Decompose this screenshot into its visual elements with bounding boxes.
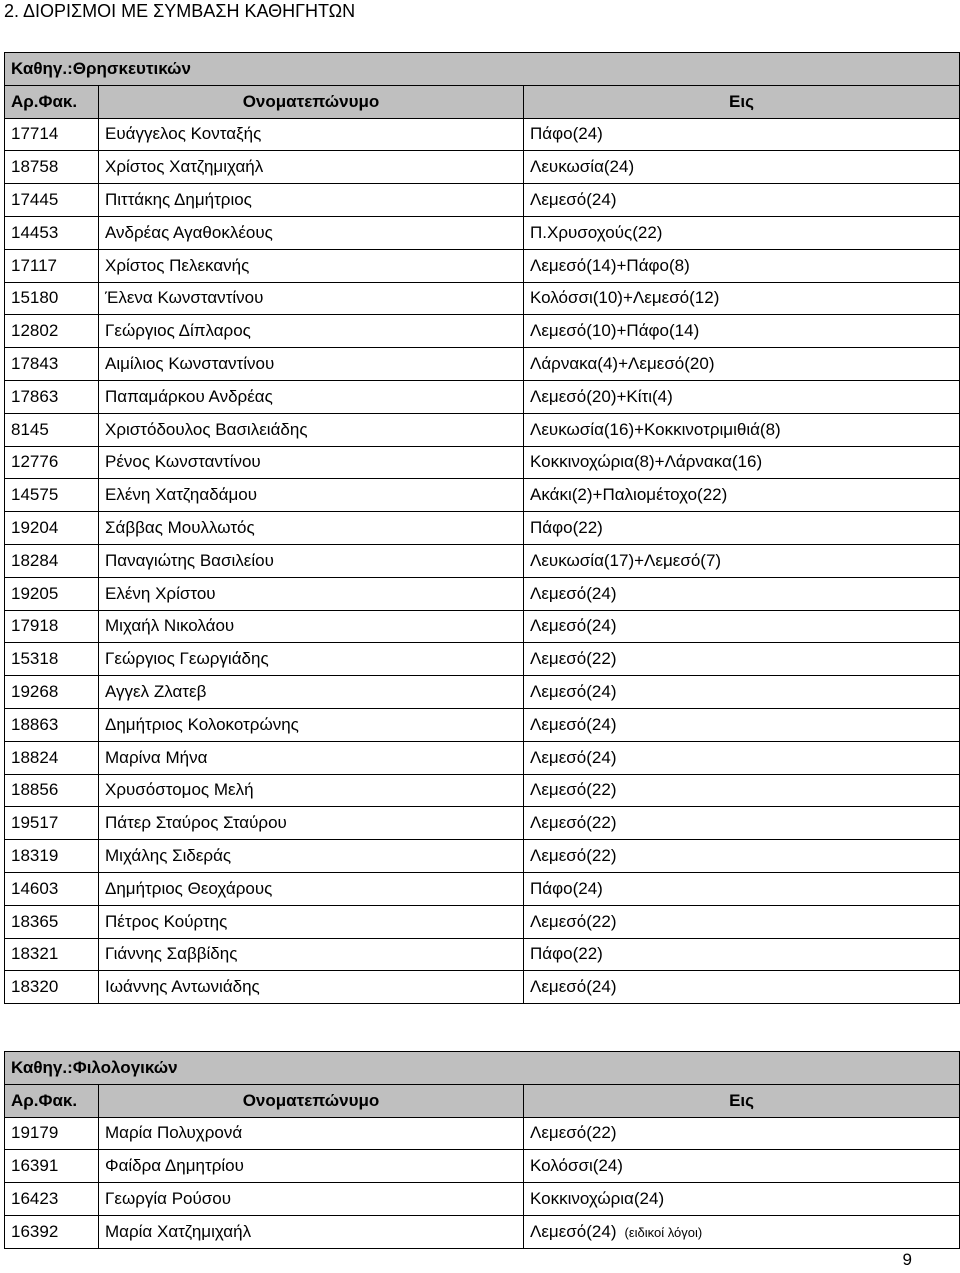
table-row [5, 479, 960, 512]
district-cell [524, 118, 960, 151]
district-text: Κολόσσι(10)+Λεμεσό(12) [530, 288, 720, 308]
name-cell: Πιττάκης Δημήτριος [99, 184, 524, 217]
district-cell [524, 380, 960, 413]
file-number-cell: 18321 [5, 938, 99, 971]
file-number-cell: 15318 [5, 643, 99, 676]
district-cell [524, 216, 960, 249]
district-cell [524, 446, 960, 479]
file-number-cell: 17863 [5, 380, 99, 413]
district-text: Κοκκινοχώρια(8)+Λάρνακα(16) [530, 452, 763, 472]
district-text: Λεμεσό(10)+Πάφο(14) [530, 321, 700, 341]
table-row [5, 905, 960, 938]
table-row [5, 872, 960, 905]
name-cell: Γεωργία Ρούσου [99, 1183, 524, 1216]
row-note: (ειδικοί λόγοι) [624, 1224, 703, 1240]
category-row [5, 1052, 960, 1085]
district-cell [524, 249, 960, 282]
column-header-district: Εις [524, 1084, 960, 1117]
file-number-cell: 17714 [5, 118, 99, 151]
district-cell [524, 544, 960, 577]
district-cell [524, 741, 960, 774]
name-cell: Παναγιώτης Βασιλείου [99, 544, 524, 577]
district-text: Πάφο(24) [530, 124, 603, 144]
section-religion [4, 52, 959, 1004]
name-cell: Ανδρέας Αγαθοκλέους [99, 216, 524, 249]
district-cell [524, 413, 960, 446]
name-cell: Πάτερ Σταύρος Σταύρου [99, 807, 524, 840]
name-cell: Αιμίλιος Κωνσταντίνου [99, 348, 524, 381]
name-cell: Φαίδρα Δημητρίου [99, 1150, 524, 1183]
section-philology [4, 1051, 959, 1249]
district-text: Λευκωσία(24) [530, 157, 635, 177]
file-number-cell: 18320 [5, 971, 99, 1004]
category-label: Καθηγ.:Φιλολογικών [5, 1052, 960, 1085]
district-text: Λεμεσό(22) [530, 780, 617, 800]
name-cell: Ρένος Κωνσταντίνου [99, 446, 524, 479]
name-cell: Γεώργιος Γεωργιάδης [99, 643, 524, 676]
district-cell [524, 348, 960, 381]
page-heading: 2. ΔΙΟΡΙΣΜΟΙ ΜΕ ΣΥΜΒΑΣΗ ΚΑΘΗΓΗΤΩΝ [4, 1, 356, 21]
district-text: Λεμεσό(24) [530, 190, 617, 210]
name-cell: Πέτρος Κούρτης [99, 905, 524, 938]
table-row [5, 544, 960, 577]
name-cell: Γιάννης Σαββίδης [99, 938, 524, 971]
district-text: Λευκωσία(17)+Λεμεσό(7) [530, 550, 722, 570]
table-row [5, 577, 960, 610]
district-cell [524, 938, 960, 971]
file-number-cell: 12802 [5, 315, 99, 348]
table-row [5, 413, 960, 446]
file-number-cell: 16391 [5, 1150, 99, 1183]
district-text: Λάρνακα(4)+Λεμεσό(20) [530, 354, 715, 374]
file-number-cell: 17843 [5, 348, 99, 381]
district-text: Λεμεσό(24) [530, 977, 617, 997]
table-row [5, 1150, 960, 1183]
name-cell: Έλενα Κωνσταντίνου [99, 282, 524, 315]
name-cell: Χρίστος Πελεκανής [99, 249, 524, 282]
table-row [5, 216, 960, 249]
district-cell [524, 512, 960, 545]
district-text: Λεμεσό(24) [530, 682, 617, 702]
table-row [5, 184, 960, 217]
column-header-name: Ονοματεπώνυμο [99, 85, 524, 118]
file-number-cell: 19517 [5, 807, 99, 840]
header-row [5, 1084, 960, 1117]
district-text: Λεμεσό(22) [530, 649, 617, 669]
file-number-cell: 14603 [5, 872, 99, 905]
district-cell [524, 1183, 960, 1216]
name-cell: Σάββας Μουλλωτός [99, 512, 524, 545]
table-row [5, 282, 960, 315]
name-cell: Ευάγγελος Κονταξής [99, 118, 524, 151]
column-header-district: Εις [524, 85, 960, 118]
district-text: Λεμεσό(24) [530, 616, 617, 636]
name-cell: Μιχάλης Σιδεράς [99, 840, 524, 873]
district-cell [524, 282, 960, 315]
district-cell [524, 184, 960, 217]
table-row [5, 610, 960, 643]
table-row [5, 807, 960, 840]
district-cell [524, 1150, 960, 1183]
file-number-cell: 18365 [5, 905, 99, 938]
district-text: Λεμεσό(24) [530, 714, 617, 734]
file-number-cell: 8145 [5, 413, 99, 446]
district-cell [524, 774, 960, 807]
table-row [5, 348, 960, 381]
name-cell: Παπαμάρκου Ανδρέας [99, 380, 524, 413]
table-row [5, 118, 960, 151]
district-text: Λεμεσό(24) [530, 583, 617, 603]
name-cell: Χρυσόστομος Μελή [99, 774, 524, 807]
name-cell: Μαρία Χατζημιχαήλ [99, 1215, 524, 1248]
file-number-cell: 14575 [5, 479, 99, 512]
table-row [5, 840, 960, 873]
district-cell [524, 872, 960, 905]
file-number-cell: 19179 [5, 1117, 99, 1150]
table-row [5, 708, 960, 741]
appointments-table [4, 52, 960, 1004]
district-cell [524, 479, 960, 512]
table-row [5, 938, 960, 971]
name-cell: Αγγελ Ζλατεβ [99, 676, 524, 709]
district-cell [524, 151, 960, 184]
name-cell: Ιωάννης Αντωνιάδης [99, 971, 524, 1004]
table-row [5, 1215, 960, 1248]
file-number-cell: 19205 [5, 577, 99, 610]
file-number-cell: 16392 [5, 1215, 99, 1248]
name-cell: Χριστόδουλος Βασιλειάδης [99, 413, 524, 446]
district-cell [524, 905, 960, 938]
district-text: Πάφο(22) [530, 944, 603, 964]
file-number-cell: 18856 [5, 774, 99, 807]
district-cell [524, 708, 960, 741]
district-cell [524, 643, 960, 676]
file-number-cell: 18284 [5, 544, 99, 577]
table-row [5, 151, 960, 184]
district-text: Λεμεσό(22) [530, 813, 617, 833]
district-cell [524, 676, 960, 709]
district-text: Κολόσσι(24) [530, 1156, 623, 1176]
appointments-table [4, 1051, 960, 1249]
district-cell [524, 1117, 960, 1150]
file-number-cell: 18758 [5, 151, 99, 184]
district-text: Πάφο(24) [530, 878, 603, 898]
table-row [5, 1117, 960, 1150]
district-cell [524, 610, 960, 643]
district-cell [524, 840, 960, 873]
table-row [5, 380, 960, 413]
district-cell [524, 971, 960, 1004]
district-text: Λεμεσό(22) [530, 846, 617, 866]
name-cell: Δημήτριος Κολοκοτρώνης [99, 708, 524, 741]
file-number-cell: 18319 [5, 840, 99, 873]
district-text: Π.Χρυσοχούς(22) [530, 222, 663, 242]
category-row [5, 53, 960, 86]
district-text: Λεμεσό(24) [530, 747, 617, 767]
name-cell: Γεώργιος Δίπλαρος [99, 315, 524, 348]
file-number-cell: 19204 [5, 512, 99, 545]
file-number-cell: 12776 [5, 446, 99, 479]
file-number-cell: 17445 [5, 184, 99, 217]
column-header-name: Ονοματεπώνυμο [99, 1084, 524, 1117]
district-text: Λεμεσό(14)+Πάφο(8) [530, 255, 690, 275]
district-cell [524, 577, 960, 610]
name-cell: Χρίστος Χατζημιχαήλ [99, 151, 524, 184]
district-text: Λεμεσό(20)+Κίτι(4) [530, 386, 673, 406]
name-cell: Μαρίνα Μήνα [99, 741, 524, 774]
file-number-cell: 17117 [5, 249, 99, 282]
header-row [5, 85, 960, 118]
table-row [5, 971, 960, 1004]
district-text: Κοκκινοχώρια(24) [530, 1189, 665, 1209]
table-row [5, 774, 960, 807]
file-number-cell: 15180 [5, 282, 99, 315]
district-text: Πάφο(22) [530, 518, 603, 538]
name-cell: Ελένη Χρίστου [99, 577, 524, 610]
table-row [5, 643, 960, 676]
table-row [5, 315, 960, 348]
column-header-id: Αρ.Φακ. [5, 1084, 99, 1117]
district-cell [524, 807, 960, 840]
table-row [5, 249, 960, 282]
table-row [5, 741, 960, 774]
district-text: Λεμεσό(24) [530, 1221, 617, 1241]
file-number-cell: 16423 [5, 1183, 99, 1216]
district-text: Ακάκι(2)+Παλιομέτοχο(22) [530, 485, 728, 505]
table-row [5, 512, 960, 545]
name-cell: Δημήτριος Θεοχάρους [99, 872, 524, 905]
name-cell: Μαρία Πολυχρονά [99, 1117, 524, 1150]
page-number: 9 [902, 1250, 912, 1269]
table-row [5, 446, 960, 479]
file-number-cell: 18824 [5, 741, 99, 774]
file-number-cell: 18863 [5, 708, 99, 741]
district-cell [524, 315, 960, 348]
name-cell: Μιχαήλ Νικολάου [99, 610, 524, 643]
table-row [5, 1183, 960, 1216]
category-label: Καθηγ.:Θρησκευτικών [5, 53, 960, 86]
name-cell: Ελένη Χατζηαδάμου [99, 479, 524, 512]
file-number-cell: 19268 [5, 676, 99, 709]
table-row [5, 676, 960, 709]
district-text: Λευκωσία(16)+Κοκκινοτριμιθιά(8) [530, 419, 781, 439]
district-cell [524, 1215, 960, 1248]
file-number-cell: 17918 [5, 610, 99, 643]
district-text: Λεμεσό(22) [530, 911, 617, 931]
file-number-cell: 14453 [5, 216, 99, 249]
column-header-id: Αρ.Φακ. [5, 85, 99, 118]
district-text: Λεμεσό(22) [530, 1123, 617, 1143]
